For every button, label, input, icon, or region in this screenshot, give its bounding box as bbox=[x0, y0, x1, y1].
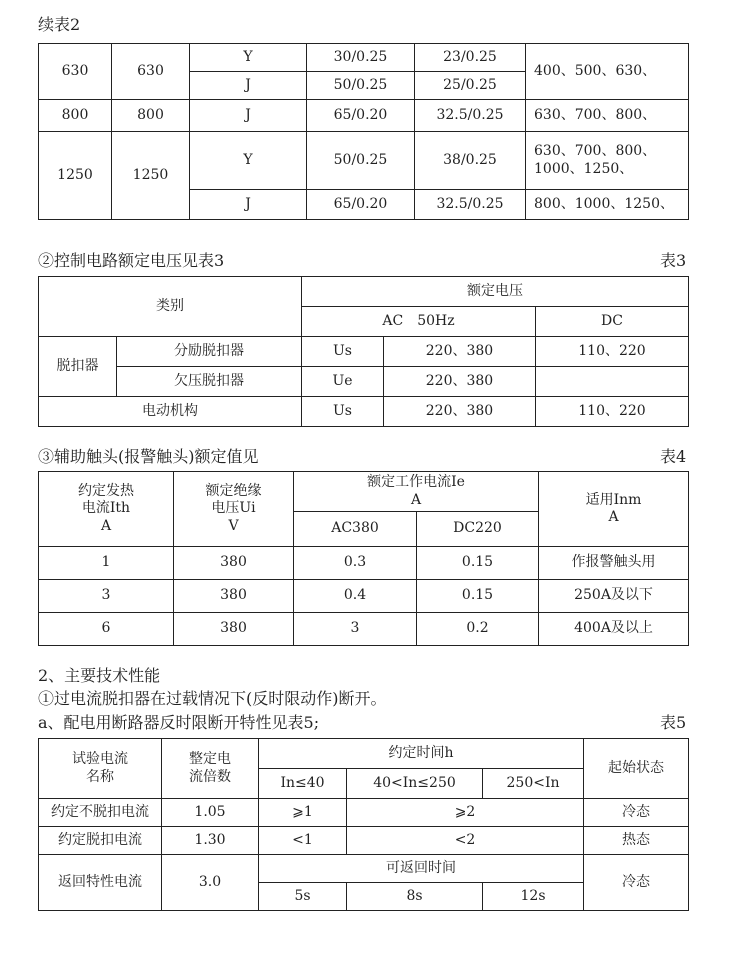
t5-r3-t3: 12s bbox=[483, 883, 584, 911]
t5-r3-t1: 5s bbox=[259, 883, 347, 911]
t4-r3-dc: 0.2 bbox=[417, 613, 539, 646]
t2-r3-c1: 1250 bbox=[39, 132, 112, 220]
t3-h-category: 类别 bbox=[39, 277, 302, 337]
t5-r2-mult: 1.30 bbox=[162, 827, 259, 855]
t2-r2-range: 630、700、800、 bbox=[526, 100, 689, 132]
t3-motor-name: 电动机构 bbox=[39, 397, 302, 427]
t3-h-dc: DC bbox=[536, 307, 689, 337]
t3-r2-dc bbox=[536, 367, 689, 397]
t3-r2-ac: 220、380 bbox=[384, 367, 536, 397]
t2-r1b-v1: 50/0.25 bbox=[307, 72, 415, 100]
table4-number: 表4 bbox=[660, 447, 687, 466]
t4-h-ui: 额定绝缘 电压Ui V bbox=[174, 472, 294, 547]
table5 bbox=[38, 738, 689, 911]
t3-r2-name: 欠压脱扣器 bbox=[117, 367, 302, 397]
t4-r2-inm: 250A及以下 bbox=[539, 580, 689, 613]
t4-r1-dc: 0.15 bbox=[417, 547, 539, 580]
t5-r3-return-header: 可返回时间 bbox=[259, 855, 584, 883]
t2-r3b-range: 800、1000、1250、 bbox=[526, 190, 689, 220]
t2-r1-c2: 630 bbox=[112, 44, 190, 100]
t4-r1-ui: 380 bbox=[174, 547, 294, 580]
t5-r1-mult: 1.05 bbox=[162, 799, 259, 827]
t4-r3-inm: 400A及以上 bbox=[539, 613, 689, 646]
t2-r1a-type: Y bbox=[190, 44, 307, 72]
t4-r3-ui: 380 bbox=[174, 613, 294, 646]
t3-r1-dc: 110、220 bbox=[536, 337, 689, 367]
t2-r1a-v2: 23/0.25 bbox=[415, 44, 526, 72]
t4-r2-dc: 0.15 bbox=[417, 580, 539, 613]
t2-r3a-type: Y bbox=[190, 132, 307, 190]
t5-h-in40: In≤40 bbox=[259, 769, 347, 799]
t5-h-state: 起始状态 bbox=[584, 739, 689, 799]
t2-r1-c1: 630 bbox=[39, 44, 112, 100]
t5-r1-name: 约定不脱扣电流 bbox=[39, 799, 162, 827]
t3-r2-sym: Ue bbox=[302, 367, 384, 397]
section5-line2: ①过电流脱扣器在过载情况下(反时限动作)断开。 bbox=[38, 689, 387, 708]
section4-heading: ③辅助触头(报警触头)额定值见 bbox=[38, 447, 259, 466]
t4-r2-ith: 3 bbox=[39, 580, 174, 613]
table3 bbox=[38, 276, 689, 427]
t4-r3-ith: 6 bbox=[39, 613, 174, 646]
t4-r2-ui: 380 bbox=[174, 580, 294, 613]
t4-r1-inm: 作报警触头用 bbox=[539, 547, 689, 580]
t2-r3b-v2: 32.5/0.25 bbox=[415, 190, 526, 220]
t5-r1-t2: ⩾2 bbox=[347, 799, 584, 827]
t5-h-time: 约定时间h bbox=[259, 739, 584, 769]
t2-r2-type: J bbox=[190, 100, 307, 132]
t3-motor-dc: 110、220 bbox=[536, 397, 689, 427]
t2-r3a-range: 630、700、800、 1000、1250、 bbox=[526, 132, 689, 190]
t5-h-mult: 整定电 流倍数 bbox=[162, 739, 259, 799]
t5-r3-state: 冷态 bbox=[584, 855, 689, 911]
t4-h-ith: 约定发热 电流Ith A bbox=[39, 472, 174, 547]
t4-r1-ac: 0.3 bbox=[294, 547, 417, 580]
t2-r3a-v2: 38/0.25 bbox=[415, 132, 526, 190]
t2-r2-v1: 65/0.20 bbox=[307, 100, 415, 132]
t2-r2-v2: 32.5/0.25 bbox=[415, 100, 526, 132]
section5-line1: 2、主要技术性能 bbox=[38, 666, 161, 685]
t5-r2-state: 热态 bbox=[584, 827, 689, 855]
t2-r2-c2: 800 bbox=[112, 100, 190, 132]
t5-h-in250: 40<In≤250 bbox=[347, 769, 483, 799]
t5-h-name: 试验电流 名称 bbox=[39, 739, 162, 799]
t4-h-ac: AC380 bbox=[294, 512, 417, 547]
t5-r1-state: 冷态 bbox=[584, 799, 689, 827]
t4-h-ie: 额定工作电流Ie A bbox=[294, 472, 539, 512]
t2-r3-c2: 1250 bbox=[112, 132, 190, 220]
t3-r1-ac: 220、380 bbox=[384, 337, 536, 367]
t2-r3b-v1: 65/0.20 bbox=[307, 190, 415, 220]
t5-r2-t1: <1 bbox=[259, 827, 347, 855]
t4-h-inm: 适用Inm A bbox=[539, 472, 689, 547]
t2-r1a-v1: 30/0.25 bbox=[307, 44, 415, 72]
table5-number: 表5 bbox=[660, 713, 687, 732]
t3-motor-ac: 220、380 bbox=[384, 397, 536, 427]
t3-group-label: 脱扣器 bbox=[39, 337, 117, 397]
t3-motor-sym: Us bbox=[302, 397, 384, 427]
t3-h-ac: AC 50Hz bbox=[302, 307, 536, 337]
t5-r3-mult: 3.0 bbox=[162, 855, 259, 911]
t2-r1-range: 400、500、630、 bbox=[526, 44, 689, 100]
table3-number: 表3 bbox=[660, 251, 687, 270]
t3-h-rated-voltage: 额定电压 bbox=[302, 277, 689, 307]
t5-r3-name: 返回特性电流 bbox=[39, 855, 162, 911]
table4 bbox=[38, 471, 689, 646]
t2-r2-c1: 800 bbox=[39, 100, 112, 132]
t2-r3a-v1: 50/0.25 bbox=[307, 132, 415, 190]
t4-r3-ac: 3 bbox=[294, 613, 417, 646]
t4-r2-ac: 0.4 bbox=[294, 580, 417, 613]
t2-r1b-v2: 25/0.25 bbox=[415, 72, 526, 100]
t5-r1-t1: ⩾1 bbox=[259, 799, 347, 827]
table2-cont bbox=[38, 43, 689, 220]
t4-h-dc: DC220 bbox=[417, 512, 539, 547]
t3-r1-name: 分励脱扣器 bbox=[117, 337, 302, 367]
t4-r1-ith: 1 bbox=[39, 547, 174, 580]
t2-r1b-type: J bbox=[190, 72, 307, 100]
t5-h-in250p: 250<In bbox=[483, 769, 584, 799]
section3-heading: ②控制电路额定电压见表3 bbox=[38, 251, 225, 270]
section5-line3: a、配电用断路器反时限断开特性见表5; bbox=[38, 713, 320, 732]
t5-r2-name: 约定脱扣电流 bbox=[39, 827, 162, 855]
t2-r3b-type: J bbox=[190, 190, 307, 220]
table2-cont-title: 续表2 bbox=[38, 15, 81, 34]
t5-r3-t2: 8s bbox=[347, 883, 483, 911]
t3-r1-sym: Us bbox=[302, 337, 384, 367]
t5-r2-t2: <2 bbox=[347, 827, 584, 855]
